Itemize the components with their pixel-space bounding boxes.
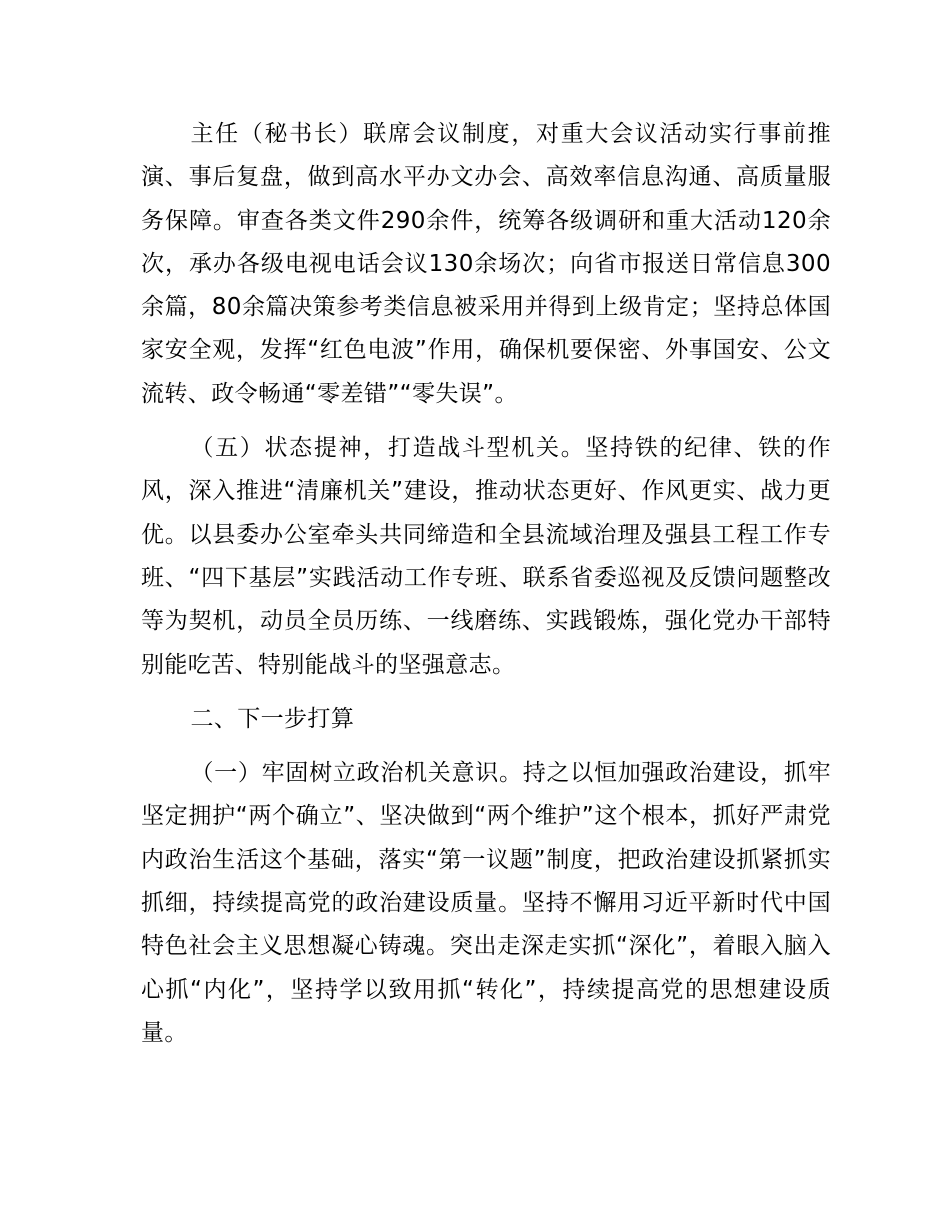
document-body	[141, 113, 831, 1055]
paragraph-section-one: （一）牢固树立政治机关意识。持之以恒加强政治建设，抓牢坚定拥护“两个确立”、坚决做到“两个维护”这个根本，抓好严肃党内政治生活这个基础，落实“第一议题”制度，把政治建设抓紧抓实抓细，持续提高党的政治建设质量。坚持不懈用习近平新时代中国特色社会主义思想凝心铸魂。突出走深走实抓“深化”，着眼入脑入心抓“内化”，坚持学以致用抓“转化”，持续提高党的思想建设质量。	[141, 760, 831, 1046]
paragraph-meeting-system: 主任（秘书长）联席会议制度，对重大会议活动实行事前推演、事后复盘，做到高水平办文办会、高效率信息沟通、高质量服务保障。审查各类文件290余件，统筹各级调研和重大活动120余次，承办各级电视电话会议130余场次；向省市报送日常信息300余篇，80余篇决策参考类信息被采用并得到上级肯定；坚持总体国家安全观，发挥“红色电波”作用，确保机要保密、外事国安、公文流转、政令畅通“零差错”“零失误”。	[141, 121, 831, 407]
paragraph-section-five: （五）状态提神，打造战斗型机关。坚持铁的纪律、铁的作风，深入推进“清廉机关”建设，推动状态更好、作风更实、战力更优。以县委办公室牵头共同缔造和全县流域治理及强县工程工作专班、“四下基层”实践活动工作专班、联系省委巡视及反馈问题整改等为契机，动员全员历练、一线磨练、实践锻炼，强化党办干部特别能吃苦、特别能战斗的坚强意志。	[141, 435, 831, 678]
section-heading-next-steps: 二、下一步打算	[190, 705, 355, 732]
